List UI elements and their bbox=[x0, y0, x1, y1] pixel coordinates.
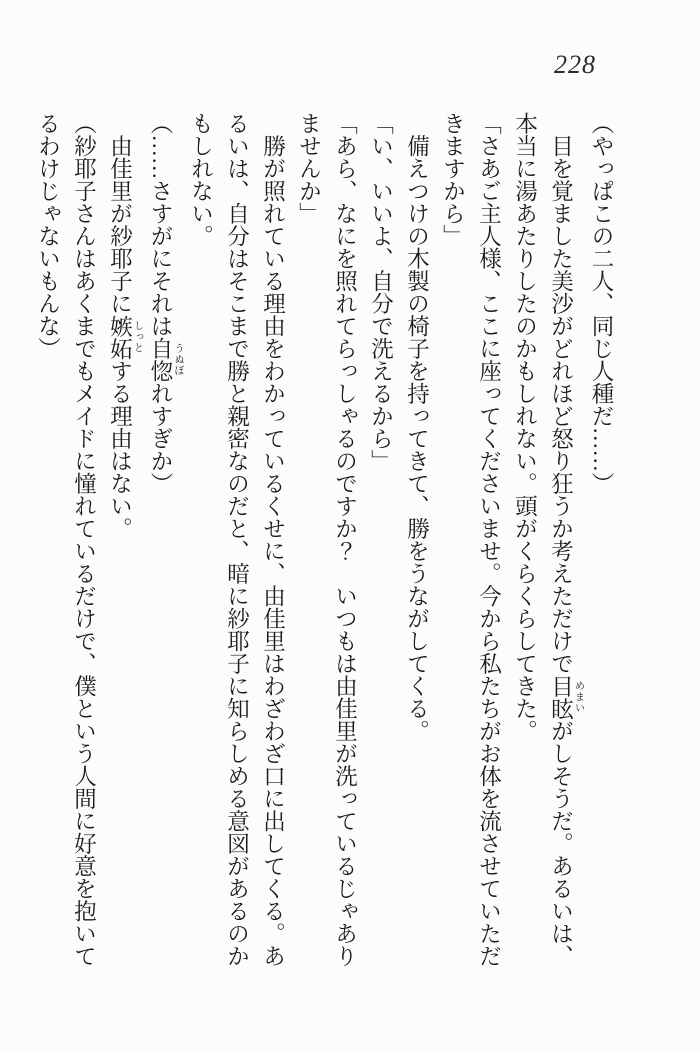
furigana-term: 目眩 めまい bbox=[548, 674, 584, 720]
text-line bbox=[507, 112, 543, 970]
furigana-reading: しっと bbox=[131, 314, 143, 360]
text-run: 勝が照れている理由をわかっているくせに、由佳里はわざわざ口に出してくる。あ bbox=[260, 112, 286, 967]
text-line bbox=[291, 112, 327, 970]
text-line bbox=[543, 112, 584, 970]
furigana-term: 自惚 うぬぼ bbox=[148, 337, 183, 382]
text-run: れすぎか） bbox=[148, 382, 173, 495]
text-run: 目を覚ました美沙がどれほど怒り狂うか考えただけで bbox=[548, 112, 574, 675]
text-run: るわけじゃないもんな） bbox=[35, 112, 61, 360]
text-run: 由佳里が紗耶子に bbox=[107, 112, 133, 315]
text-line bbox=[102, 112, 143, 970]
text-line bbox=[219, 112, 255, 970]
text-run: がしそうだ。あるいは、 bbox=[548, 719, 574, 967]
furigana-reading: うぬぼ bbox=[172, 337, 183, 382]
text-line bbox=[435, 112, 471, 970]
text-run: する理由はない。 bbox=[107, 359, 133, 540]
text-run: （やっぱこの二人、同じ人種だ……） bbox=[589, 112, 614, 495]
text-line bbox=[142, 112, 183, 970]
furigana-reading: めまい bbox=[572, 674, 584, 720]
text-run: 「あら、なにを照れてらっしゃるのですか？ いつもは由佳里が洗っているじゃあり bbox=[332, 112, 358, 967]
page-number: 228 bbox=[554, 50, 596, 79]
text-line bbox=[66, 112, 102, 970]
text-line bbox=[363, 112, 399, 970]
text-line bbox=[471, 112, 507, 970]
text-line bbox=[583, 112, 619, 970]
text-line bbox=[327, 112, 363, 970]
text-run: 本当に湯あたりしたのかもしれない。頭がくらくらしてきた。 bbox=[512, 112, 538, 742]
text-run: もしれない。 bbox=[188, 112, 214, 247]
text-run: 備えつけの木製の椅子を持ってきて、勝をうながしてくる。 bbox=[404, 112, 430, 742]
text-line bbox=[255, 112, 291, 970]
text-run: 「い、いいよ、自分で洗えるから」 bbox=[368, 112, 394, 472]
furigana-term: 嫉妬 しっと bbox=[107, 314, 143, 360]
text-line bbox=[183, 112, 219, 970]
text-run: （……さすがにそれは bbox=[148, 112, 173, 337]
text-line bbox=[30, 112, 66, 970]
text-run: るいは、自分はそこまで勝と親密なのだと、暗に紗耶子に知らしめる意図があるのか bbox=[224, 112, 250, 967]
text-run: ませんか」 bbox=[296, 112, 322, 225]
text-line bbox=[399, 112, 435, 970]
text-run: きますから」 bbox=[440, 112, 466, 247]
text-run: 「さあご主人様、ここに座ってくださいませ。今から私たちがお体を流させていただ bbox=[476, 112, 502, 967]
text-block bbox=[35, 112, 619, 992]
text-run: （紗耶子さんはあくまでもメイドに憧れているだけで、僕という人間に好意を抱いて bbox=[71, 112, 97, 967]
